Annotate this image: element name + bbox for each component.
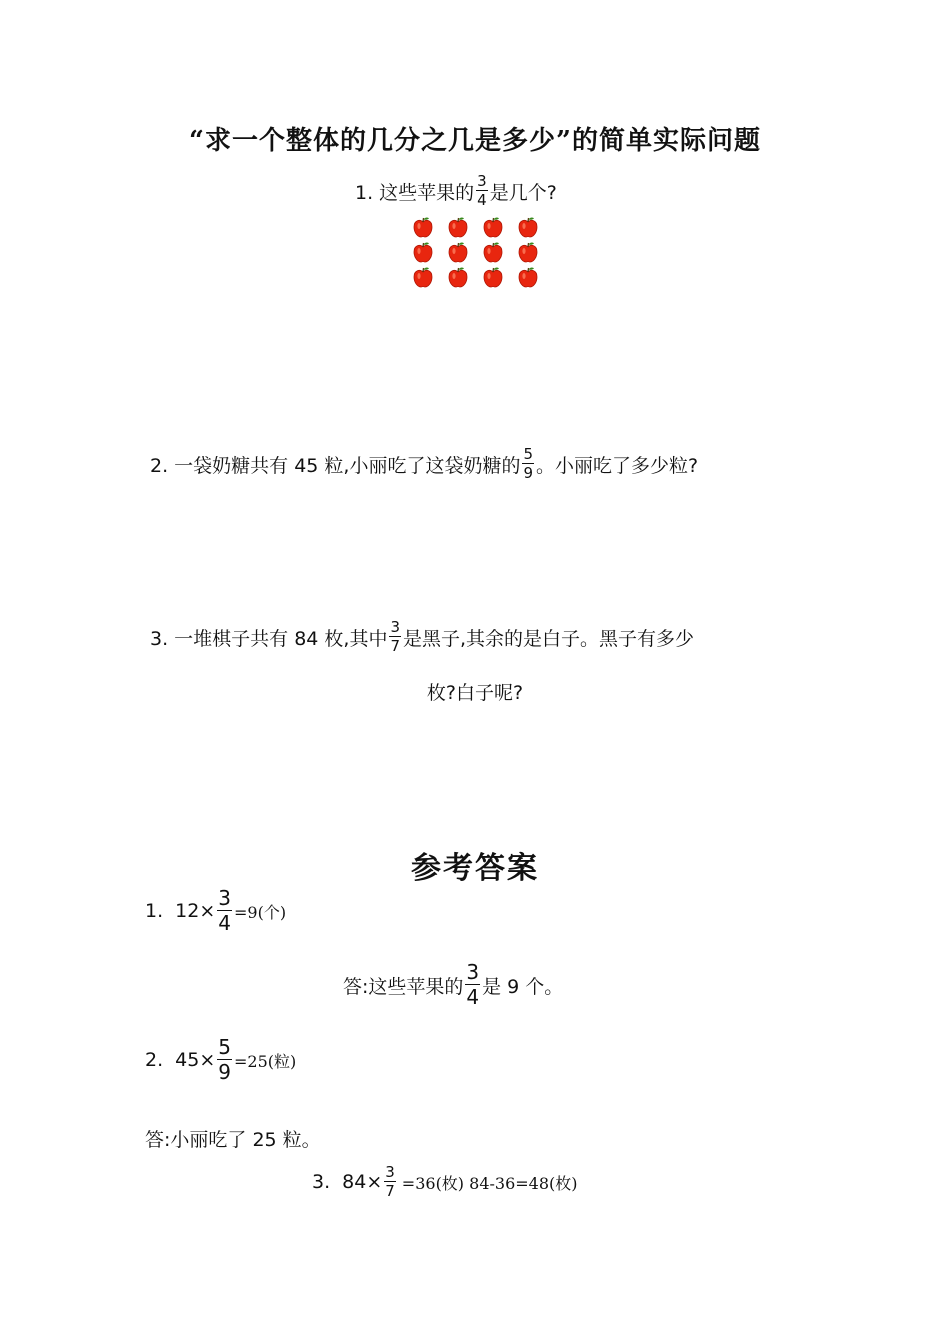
a1-expr: 12× xyxy=(175,900,216,922)
a1-fraction-numerator: 3 xyxy=(218,886,231,910)
apple-icon xyxy=(447,266,469,288)
apple-icon xyxy=(517,241,539,263)
a2-fraction-denominator: 9 xyxy=(218,1060,231,1084)
q2-fraction-denominator: 9 xyxy=(523,464,534,482)
a2-label: 2. xyxy=(145,1049,164,1071)
question-3 xyxy=(150,620,694,654)
a3-fraction-numerator: 3 xyxy=(385,1163,395,1181)
q2-text-before: 2. 一袋奶糖共有 45 粒,小丽吃了这袋奶糖的 xyxy=(150,454,521,477)
a1-fraction-denominator: 4 xyxy=(218,911,231,935)
q3-fraction xyxy=(389,620,401,654)
answers-title: 参考答案 xyxy=(411,851,539,886)
page-title: “求一个整体的几分之几是多少”的简单实际问题 xyxy=(189,126,761,156)
q1-fraction-numerator: 3 xyxy=(477,172,487,190)
answer-1-calc xyxy=(145,888,286,934)
apple-icon xyxy=(517,216,539,238)
q2-text-after: 。小丽吃了多少粒? xyxy=(536,454,699,477)
a3-expr: 84× xyxy=(342,1171,383,1193)
question-1 xyxy=(355,174,557,208)
a2-fraction-numerator: 5 xyxy=(218,1035,231,1059)
q1-fraction-denominator: 4 xyxy=(477,191,487,209)
apple-grid xyxy=(412,216,542,288)
a2-fraction xyxy=(217,1037,232,1083)
answer-2-statement: 答:小丽吃了 25 粒。 xyxy=(145,1129,321,1151)
a3-fraction xyxy=(384,1165,396,1199)
answer-1-statement xyxy=(343,962,563,1008)
apple-icon xyxy=(412,266,434,288)
apple-icon xyxy=(482,241,504,263)
a1-result: =9(个) xyxy=(233,902,287,922)
q1-fraction xyxy=(476,174,488,208)
q3-fraction-denominator: 7 xyxy=(390,637,401,655)
q1-text-after: 是几个? xyxy=(489,181,557,204)
q3-line-2: 枚?白子呢? xyxy=(426,682,524,704)
a1-answer-after: 是 9 个。 xyxy=(482,975,564,998)
answer-3-calc xyxy=(312,1165,578,1199)
a1-fraction xyxy=(217,888,232,934)
apple-icon xyxy=(447,216,469,238)
q3-fraction-numerator: 3 xyxy=(390,618,401,636)
a3-label: 3. xyxy=(312,1171,331,1193)
a1-answer-numerator: 3 xyxy=(466,960,480,984)
a1-answer-fraction xyxy=(465,962,480,1008)
a2-result: =25(粒) xyxy=(233,1051,297,1071)
apple-icon xyxy=(447,241,469,263)
apple-icon xyxy=(412,216,434,238)
q2-fraction xyxy=(522,447,534,481)
a3-fraction-denominator: 7 xyxy=(385,1182,395,1200)
a1-label: 1. xyxy=(145,900,164,922)
answer-2-calc xyxy=(145,1037,296,1083)
q3-text-after: 是黑子,其余的是白子。黑子有多少 xyxy=(403,627,695,650)
question-2 xyxy=(150,447,698,481)
apple-icon xyxy=(482,216,504,238)
apple-icon xyxy=(517,266,539,288)
q3-text-before: 3. 一堆棋子共有 84 枚,其中 xyxy=(150,627,388,650)
a1-answer-before: 答:这些苹果的 xyxy=(343,975,464,998)
a2-expr: 45× xyxy=(175,1049,216,1071)
a1-answer-denominator: 4 xyxy=(466,985,480,1009)
q1-text-before: 1. 这些苹果的 xyxy=(355,181,475,204)
apple-icon xyxy=(412,241,434,263)
a3-result: =36(枚) 84-36=48(枚) xyxy=(401,1173,578,1193)
apple-icon xyxy=(482,266,504,288)
q2-fraction-numerator: 5 xyxy=(523,445,534,463)
